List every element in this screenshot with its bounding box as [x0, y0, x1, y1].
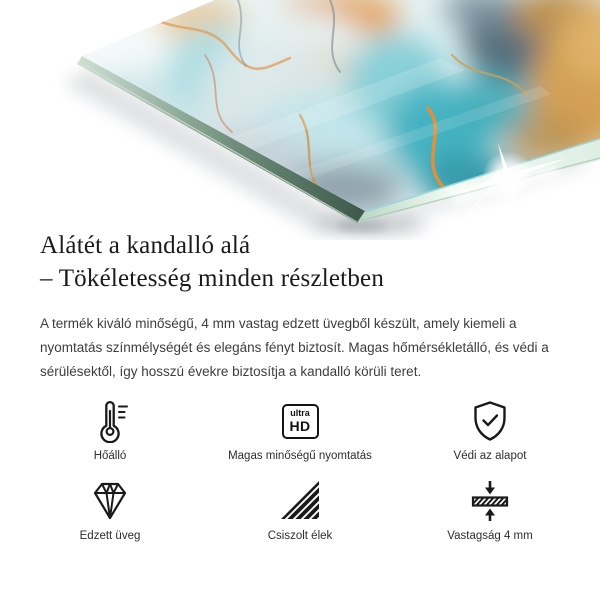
features-grid [15, 398, 585, 542]
feature-label: Magas minőségű nyomtatás [228, 450, 372, 462]
feature-label: Vastagság 4 mm [447, 530, 533, 542]
feature-label: Edzett üveg [79, 530, 141, 542]
diamond-icon [88, 478, 132, 524]
ultra-hd-badge-bottom-text: HD [289, 418, 311, 434]
product-description: A termék kiváló minőségű, 4 mm vastag edzett üvegből készült, amely kiemeli a nyomtatás színmélységét és elegáns fényt biztosít. Magas hőmérsékletálló, és védi a sérülésektől, így hosszú évekre biztosítja a kandalló körüli teret. [40, 316, 549, 379]
feature-protects-base [395, 398, 585, 462]
feature-tempered-glass [15, 478, 205, 542]
thermometer-icon [88, 398, 132, 444]
feature-label: Védi az alapot [453, 450, 527, 462]
feature-label: Csiszolt élek [267, 530, 333, 542]
feature-polished-edges [205, 478, 395, 542]
feature-label: Hőálló [93, 450, 127, 462]
product-image [0, 0, 600, 240]
glass-panel-artwork [0, 0, 600, 240]
ultra-hd-badge-icon [282, 398, 319, 444]
page-title [40, 229, 384, 295]
shield-check-icon [468, 398, 512, 444]
feature-thickness-4mm [395, 478, 585, 542]
feature-heat-resistant [15, 398, 205, 462]
ultra-hd-badge-top-text: ultra [290, 408, 310, 418]
heading-line-1: Alátét a kandalló alá [40, 232, 251, 259]
feature-ultra-hd-print [205, 398, 395, 462]
thickness-arrows-icon [468, 478, 512, 524]
heading-line-2: – Tökéletesség minden részletben [40, 265, 385, 292]
polished-edges-icon [278, 478, 322, 524]
